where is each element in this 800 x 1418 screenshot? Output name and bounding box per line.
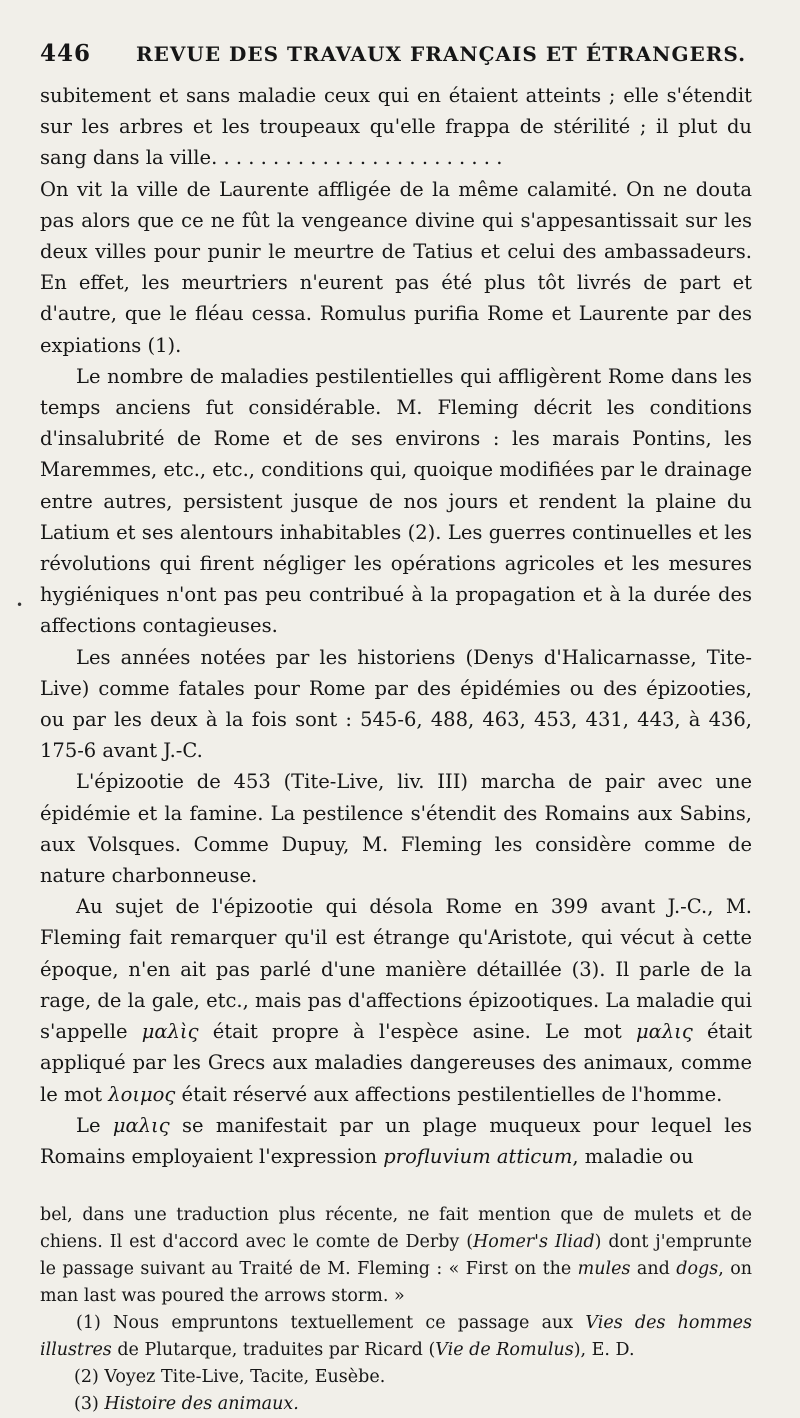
italic-word: mules bbox=[577, 1259, 631, 1280]
text-run: ), E. D. bbox=[573, 1340, 635, 1361]
italic-title: Histoire des animaux. bbox=[104, 1394, 299, 1415]
text-run: était réservé aux affections pestilentielles de l'homme. bbox=[181, 1082, 723, 1106]
italic-word: dogs bbox=[676, 1259, 719, 1280]
text-run: , maladie ou bbox=[572, 1144, 694, 1168]
italic-title: Homer's Iliad bbox=[473, 1232, 595, 1253]
text-run: de Plutarque, traduites par Ricard ( bbox=[117, 1340, 436, 1361]
greek-word: μαλις bbox=[112, 1113, 170, 1137]
greek-word: λοιμος bbox=[108, 1082, 176, 1106]
greek-word: μαλὶς bbox=[141, 1020, 199, 1044]
running-title: REVUE DES TRAVAUX FRANÇAIS ET ÉTRANGERS. bbox=[136, 42, 747, 66]
paragraph-laurente: On vit la ville de Laurente affligée de la même calamité. On ne douta pas alors que ce ne fût la vengeance divine qui s'appesantissait sur les deux villes pour punir le meurtre de Tatius et celui des ambassadeurs. En effet, les meurtriers n'eurent pas été plus tôt livrés de part et d'autre, que le fléau cessa. Romulus purifia Rome et Laurente par des expiations (1). bbox=[40, 177, 752, 357]
footnote-3 bbox=[40, 1391, 752, 1418]
footnote-1 bbox=[40, 1310, 752, 1364]
text-run: , on man last was poured the arrows storm. » bbox=[40, 1259, 752, 1307]
text-run: bel, dans une traduction plus récente, ne fait mention que de mulets et de chiens. Il est d'accord avec le comte de Derby ( bbox=[40, 1205, 752, 1253]
text-run: était propre à l'espèce asine. Le mot bbox=[212, 1020, 622, 1044]
italic-title: Vies des hommes illustres bbox=[40, 1313, 752, 1361]
paragraph-epizootie-399 bbox=[40, 891, 752, 1109]
body-text bbox=[40, 80, 752, 1172]
running-head bbox=[40, 40, 752, 80]
paragraph-pestilences: Le nombre de maladies pestilentielles qui affligèrent Rome dans les temps anciens fut considérable. M. Fleming décrit les conditions d'insalubrité de Rome et de ses environs : les marais Pontins, les Maremmes, etc., etc., conditions qui, quoique modifiées par le drainage entre autres, persistent jusque de nos jours et rendent la plaine du Latium et ses alentours inhabitables (2). Les guerres continuelles et les révolutions qui firent négliger les opérations agricoles et les mesures hygiéniques n'ont pas peu contribué à la propagation et à la durée des affections contagieuses. bbox=[40, 364, 752, 638]
text-run: (3) bbox=[74, 1394, 99, 1415]
paragraph-years: Les années notées par les historiens (Denys d'Halicarnasse, Tite-Live) comme fatales pour Rome par des épidémies ou des épizooties, ou par les deux à la fois sont : 545-6, 488, 463, 453, 431, 443, à 436, 175-6 avant J.-C. bbox=[40, 645, 752, 763]
greek-word: μαλις bbox=[635, 1020, 693, 1044]
note-continued bbox=[40, 1202, 752, 1310]
footnote-2: (2) Voyez Tite-Live, Tacite, Eusèbe. bbox=[74, 1367, 386, 1388]
margin-dot: • bbox=[16, 598, 24, 612]
text-run: (1) Nous empruntons textuellement ce passage aux bbox=[76, 1313, 574, 1334]
paragraph-continued: subitement et sans maladie ceux qui en étaient atteints ; elle s'étendit sur les arbres et les troupeaux qu'elle frappa de stérilité ; il plut du sang dans la ville. . . . . . . . . . . . . . . . . . . . . . . . bbox=[40, 84, 752, 170]
text-run: ) dont j'emprunte le passage suivant au Traité de M. Fleming : « First on the bbox=[40, 1232, 752, 1280]
italic-title: Vie de Romulus bbox=[435, 1340, 574, 1361]
text-run: and bbox=[636, 1259, 670, 1280]
text-run: Au sujet de l'épizootie qui désola Rome en 399 avant J.-C., M. Fleming fait remarquer qu'il est étrange qu'Aristote, qui vécut à cette époque, n'en ait pas parlé d'une manière détaillée (3). Il parle de la rage, de la gale, etc., mais pas d'affections épizootiques. La maladie qui s'appelle bbox=[40, 895, 752, 1044]
text-run: se manifestait par un plage muqueux pour lequel les Romains employaient l'expression bbox=[40, 1113, 752, 1168]
italic-term: profluvium atticum bbox=[383, 1144, 573, 1168]
paragraph-epizootie-453: L'épizootie de 453 (Tite-Live, liv. III) marcha de pair avec une épidémie et la famine. La pestilence s'étendit des Romains aux Sabins, aux Volsques. Comme Dupuy, M. Fleming les considère comme de nature charbonneuse. bbox=[40, 770, 752, 888]
paragraph-malis bbox=[40, 1110, 752, 1172]
footnotes bbox=[40, 1202, 752, 1418]
page-number: 446 bbox=[40, 40, 92, 67]
text-run: Le bbox=[76, 1113, 101, 1137]
text-run: était appliqué par les Grecs aux maladies dangereuses des animaux, comme le mot bbox=[40, 1020, 753, 1106]
